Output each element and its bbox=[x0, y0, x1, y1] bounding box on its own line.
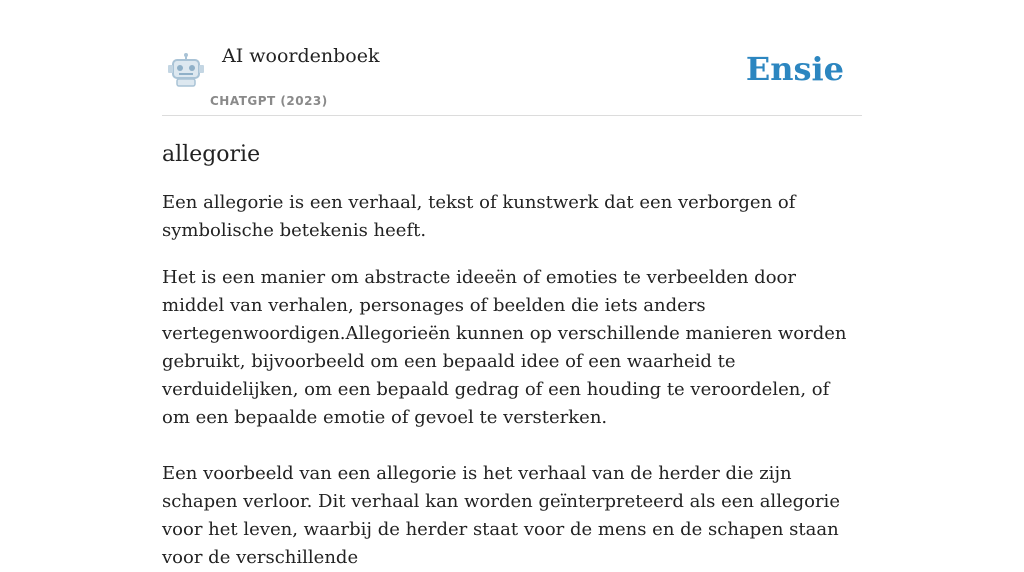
robot-icon bbox=[166, 52, 206, 88]
definition-paragraph: Een allegorie is een verhaal, tekst of kunstwerk dat een verborgen of symbolische betekenis heeft. bbox=[162, 192, 796, 241]
entry-header bbox=[162, 0, 862, 116]
source-subtitle: CHATGPT (2023) bbox=[210, 94, 328, 108]
source-title[interactable]: AI woordenboek bbox=[222, 45, 380, 67]
page-content bbox=[162, 0, 862, 572]
ensie-logo-link[interactable]: Ensie bbox=[745, 50, 844, 88]
entry-term: allegorie bbox=[162, 142, 261, 167]
definition-paragraph: Een voorbeeld van een allegorie is het verhaal van de herder die zijn schapen verloor. Dit verhaal kan worden geïnterpreteerd als een allegorie voor het leven, waarbij de herder staat voor de mens en de schapen staan voor de verschillende bbox=[162, 463, 840, 568]
definition-paragraph: Het is een manier om abstracte ideeën of emoties te verbeelden door middel van verhalen, personages of beelden die iets anders vertegenwoordigen.Allegorieën kunnen op verschillende manieren worden gebruikt, bijvoorbeeld om een bepaald idee of een waarheid te verduidelijken, om een bepaald gedrag of een houding te veroordelen, of om een bepaalde emotie of gevoel te versterken. bbox=[162, 267, 847, 428]
entry-definition bbox=[162, 189, 862, 572]
